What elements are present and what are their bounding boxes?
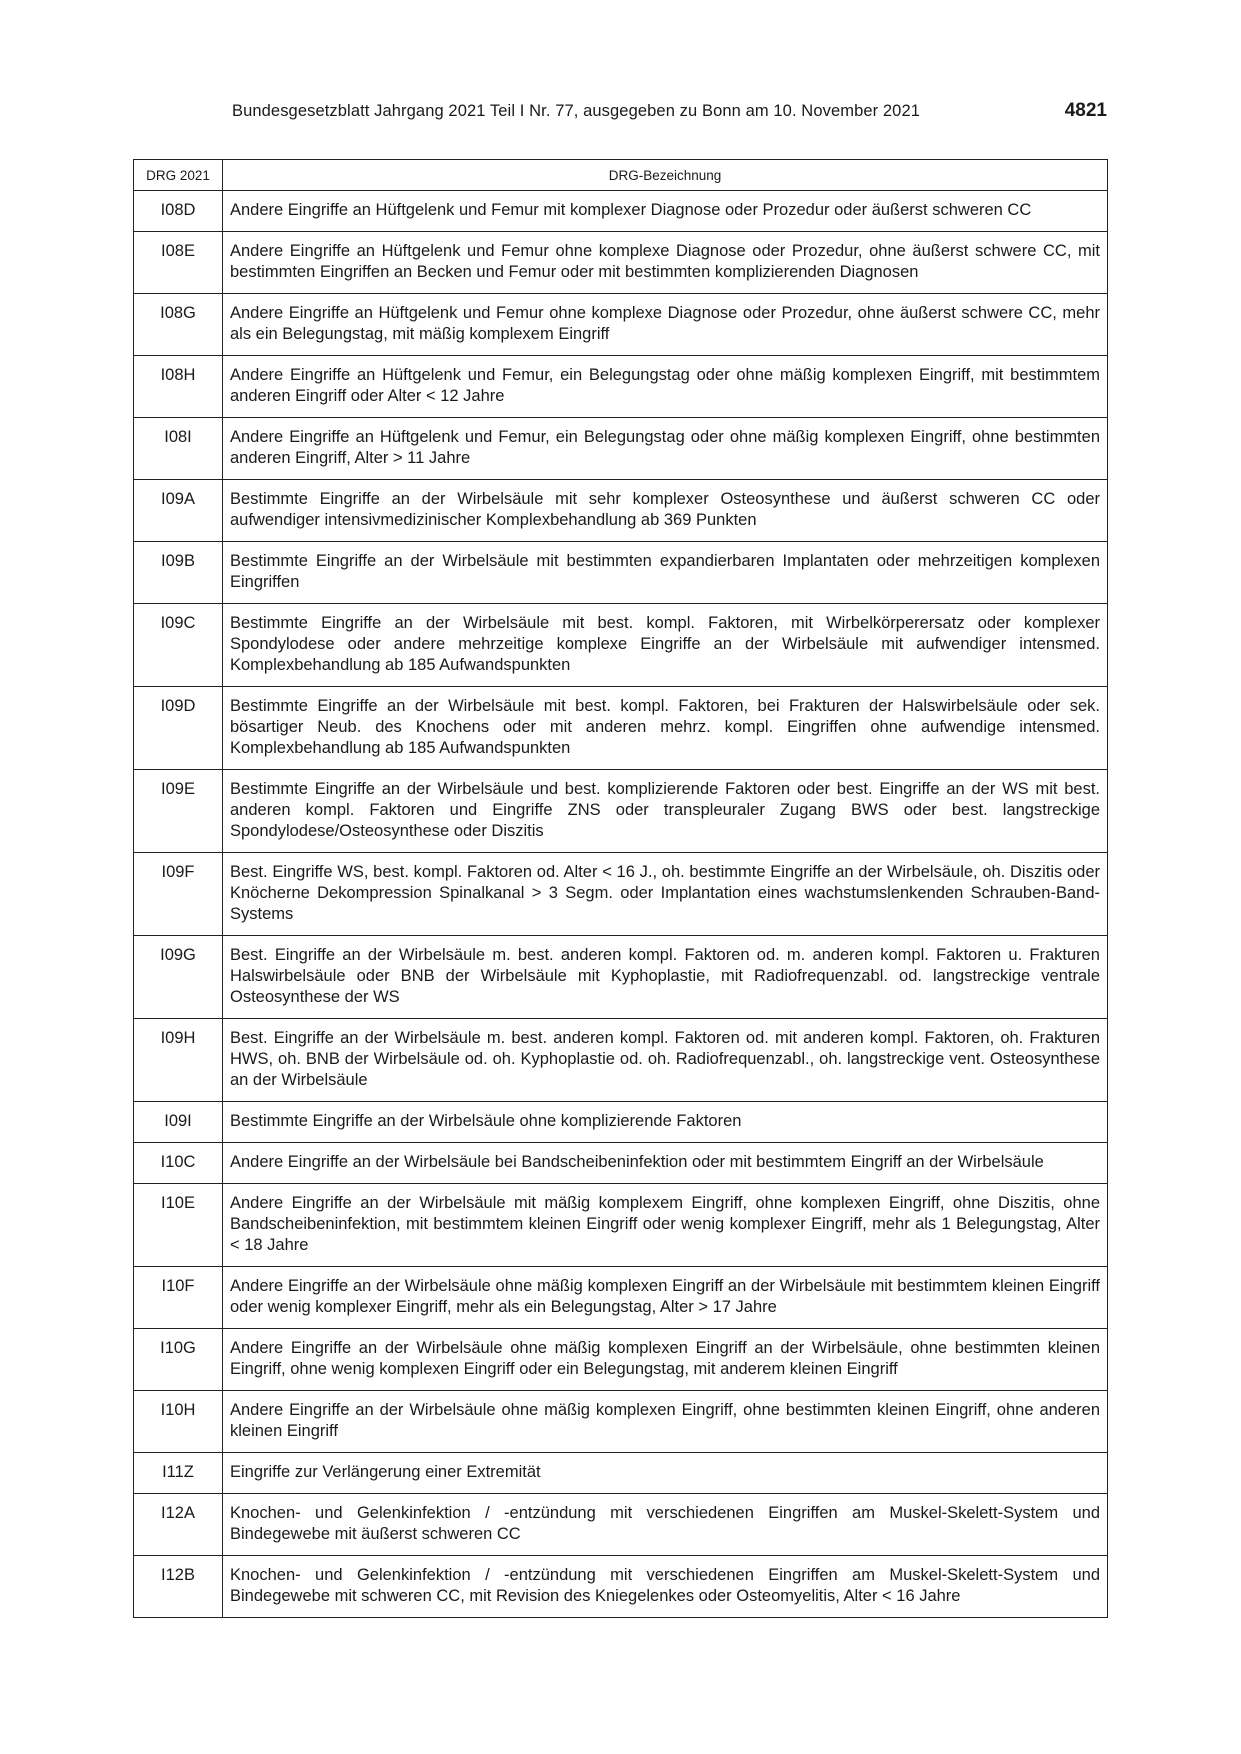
table-row bbox=[134, 1143, 1108, 1184]
table-row bbox=[134, 1267, 1108, 1329]
drg-code-cell: I10E bbox=[134, 1184, 223, 1267]
table-row bbox=[134, 853, 1108, 936]
table-row bbox=[134, 1494, 1108, 1556]
drg-code-cell: I09I bbox=[134, 1102, 223, 1143]
drg-table bbox=[133, 159, 1108, 1618]
table-row bbox=[134, 191, 1108, 232]
drg-description-cell: Bestimmte Eingriffe an der Wirbelsäule mit sehr komplexer Osteosynthese und äußerst schweren CC oder aufwendiger intensivmedizinischer Komplexbehandlung ab 369 Punkten bbox=[223, 480, 1108, 542]
drg-description-cell: Andere Eingriffe an der Wirbelsäule ohne mäßig komplexen Eingriff an der Wirbelsäule mit bestimmtem kleinen Eingriff oder wenig komplexer Eingriff, mehr als ein Belegungstag, Alter > 17 Jahre bbox=[223, 1267, 1108, 1329]
page-header bbox=[133, 100, 1107, 124]
drg-description-cell: Best. Eingriffe WS, best. kompl. Faktoren od. Alter < 16 J., oh. bestimmte Eingriffe an der Wirbelsäule, oh. Diszitis oder Knöcherne Dekompression Spinalkanal > 3 Segm. oder Implantation eines wachstumslenkenden Schrauben-Band-Systems bbox=[223, 853, 1108, 936]
drg-description-cell: Andere Eingriffe an der Wirbelsäule ohne mäßig komplexen Eingriff an der Wirbelsäule, ohne bestimmten kleinen Eingriff, ohne wenig komplexen Eingriff oder ein Belegungstag, mit anderem kleinen Eingriff bbox=[223, 1329, 1108, 1391]
drg-description-cell: Bestimmte Eingriffe an der Wirbelsäule ohne komplizierende Faktoren bbox=[223, 1102, 1108, 1143]
drg-description-cell: Andere Eingriffe an Hüftgelenk und Femur ohne komplexe Diagnose oder Prozedur, ohne äußerst schwere CC, mehr als ein Belegungstag, mit mäßig komplexem Eingriff bbox=[223, 294, 1108, 356]
table-row bbox=[134, 1184, 1108, 1267]
table-row bbox=[134, 294, 1108, 356]
drg-description-cell: Best. Eingriffe an der Wirbelsäule m. best. anderen kompl. Faktoren od. m. anderen kompl. Faktoren u. Frakturen Halswirbelsäule oder BNB der Wirbelsäule mit Kyphoplastie, mit Radiofrequenzabl. od. langstreckige ventrale Osteosynthese der WS bbox=[223, 936, 1108, 1019]
table-row bbox=[134, 1019, 1108, 1102]
table-row bbox=[134, 1453, 1108, 1494]
drg-code-cell: I09D bbox=[134, 687, 223, 770]
column-header-code: DRG 2021 bbox=[134, 160, 223, 191]
drg-description-cell: Bestimmte Eingriffe an der Wirbelsäule mit best. kompl. Faktoren, bei Frakturen der Halswirbelsäule oder sek. bösartiger Neub. des Knochens oder mit anderen mehrz. kompl. Eingriffen ohne aufwendige intensmed. Komplexbehandlung ab 185 Aufwandspunkten bbox=[223, 687, 1108, 770]
table-header bbox=[134, 160, 1108, 191]
drg-description-cell: Knochen- und Gelenkinfektion / -entzündung mit verschiedenen Eingriffen am Muskel-Skelett-System und Bindegewebe mit schweren CC, mit Revision des Kniegelenkes oder Osteomyelitis, Alter < 16 Jahre bbox=[223, 1556, 1108, 1618]
table-row bbox=[134, 418, 1108, 480]
table-row bbox=[134, 936, 1108, 1019]
drg-code-cell: I12A bbox=[134, 1494, 223, 1556]
drg-code-cell: I10C bbox=[134, 1143, 223, 1184]
drg-code-cell: I09H bbox=[134, 1019, 223, 1102]
drg-description-cell: Andere Eingriffe an der Wirbelsäule ohne mäßig komplexen Eingriff, ohne bestimmten kleinen Eingriff, ohne anderen kleinen Eingriff bbox=[223, 1391, 1108, 1453]
drg-description-cell: Knochen- und Gelenkinfektion / -entzündung mit verschiedenen Eingriffen am Muskel-Skelett-System und Bindegewebe mit äußerst schweren CC bbox=[223, 1494, 1108, 1556]
drg-code-cell: I10H bbox=[134, 1391, 223, 1453]
drg-code-cell: I08H bbox=[134, 356, 223, 418]
table-row bbox=[134, 770, 1108, 853]
table-row bbox=[134, 356, 1108, 418]
drg-code-cell: I10G bbox=[134, 1329, 223, 1391]
drg-code-cell: I12B bbox=[134, 1556, 223, 1618]
drg-description-cell: Andere Eingriffe an der Wirbelsäule mit mäßig komplexem Eingriff, ohne komplexen Eingriff, ohne Diszitis, ohne Bandscheibeninfektion, mit bestimmtem kleinen Eingriff oder wenig komplexer Eingriff, mehr als 1 Belegungstag, Alter < 18 Jahre bbox=[223, 1184, 1108, 1267]
drg-description-cell: Andere Eingriffe an Hüftgelenk und Femur ohne komplexe Diagnose oder Prozedur, ohne äußerst schwere CC, mit bestimmten Eingriffen an Becken und Femur oder mit bestimmten komplizierenden Diagnosen bbox=[223, 232, 1108, 294]
drg-code-cell: I09B bbox=[134, 542, 223, 604]
table-row bbox=[134, 604, 1108, 687]
drg-code-cell: I08I bbox=[134, 418, 223, 480]
drg-description-cell: Bestimmte Eingriffe an der Wirbelsäule und best. komplizierende Faktoren oder best. Eingriffe an der WS mit best. anderen kompl. Faktoren und Eingriffe ZNS oder transpleuraler Zugang BWS oder best. langstreckige Spondylodese/Osteosynthese oder Diszitis bbox=[223, 770, 1108, 853]
drg-description-cell: Bestimmte Eingriffe an der Wirbelsäule mit bestimmten expandierbaren Implantaten oder mehrzeitigen komplexen Eingriffen bbox=[223, 542, 1108, 604]
drg-description-cell: Eingriffe zur Verlängerung einer Extremität bbox=[223, 1453, 1108, 1494]
drg-code-cell: I09A bbox=[134, 480, 223, 542]
table-row bbox=[134, 232, 1108, 294]
table-row bbox=[134, 1556, 1108, 1618]
page-number: 4821 bbox=[1064, 100, 1107, 121]
drg-description-cell: Andere Eingriffe an Hüftgelenk und Femur, ein Belegungstag oder ohne mäßig komplexen Eingriff, mit bestimmtem anderen Eingriff oder Alter < 12 Jahre bbox=[223, 356, 1108, 418]
header-title: Bundesgesetzblatt Jahrgang 2021 Teil I Nr. 77, ausgegeben zu Bonn am 10. November 2021 bbox=[232, 102, 921, 120]
drg-description-cell: Andere Eingriffe an der Wirbelsäule bei Bandscheibeninfektion oder mit bestimmtem Eingriff an der Wirbelsäule bbox=[223, 1143, 1108, 1184]
table-row bbox=[134, 1102, 1108, 1143]
table-row bbox=[134, 1391, 1108, 1453]
drg-description-cell: Andere Eingriffe an Hüftgelenk und Femur mit komplexer Diagnose oder Prozedur oder äußerst schweren CC bbox=[223, 191, 1108, 232]
column-header-description: DRG-Bezeichnung bbox=[223, 160, 1108, 191]
table-row bbox=[134, 687, 1108, 770]
drg-code-cell: I09C bbox=[134, 604, 223, 687]
drg-code-cell: I09G bbox=[134, 936, 223, 1019]
drg-code-cell: I10F bbox=[134, 1267, 223, 1329]
table-row bbox=[134, 542, 1108, 604]
drg-code-cell: I08E bbox=[134, 232, 223, 294]
drg-code-cell: I08G bbox=[134, 294, 223, 356]
drg-code-cell: I09E bbox=[134, 770, 223, 853]
drg-code-cell: I08D bbox=[134, 191, 223, 232]
table-body bbox=[134, 191, 1108, 1618]
drg-description-cell: Bestimmte Eingriffe an der Wirbelsäule mit best. kompl. Faktoren, mit Wirbelkörperersatz oder komplexer Spondylodese oder andere mehrzeitige komplexe Eingriffe an der Wirbelsäule mit aufwendiger intensmed. Komplexbehandlung ab 185 Aufwandspunkten bbox=[223, 604, 1108, 687]
drg-description-cell: Best. Eingriffe an der Wirbelsäule m. best. anderen kompl. Faktoren od. mit anderen kompl. Faktoren, oh. Frakturen HWS, oh. BNB der Wirbelsäule od. oh. Kyphoplastie od. oh. Radiofrequenzabl., oh. langstreckige vent. Osteosynthese an der Wirbelsäule bbox=[223, 1019, 1108, 1102]
table-row bbox=[134, 1329, 1108, 1391]
table-row bbox=[134, 480, 1108, 542]
drg-description-cell: Andere Eingriffe an Hüftgelenk und Femur, ein Belegungstag oder ohne mäßig komplexen Eingriff, ohne bestimmten anderen Eingriff, Alter > 11 Jahre bbox=[223, 418, 1108, 480]
table-header-row bbox=[134, 160, 1108, 191]
drg-code-cell: I09F bbox=[134, 853, 223, 936]
drg-code-cell: I11Z bbox=[134, 1453, 223, 1494]
